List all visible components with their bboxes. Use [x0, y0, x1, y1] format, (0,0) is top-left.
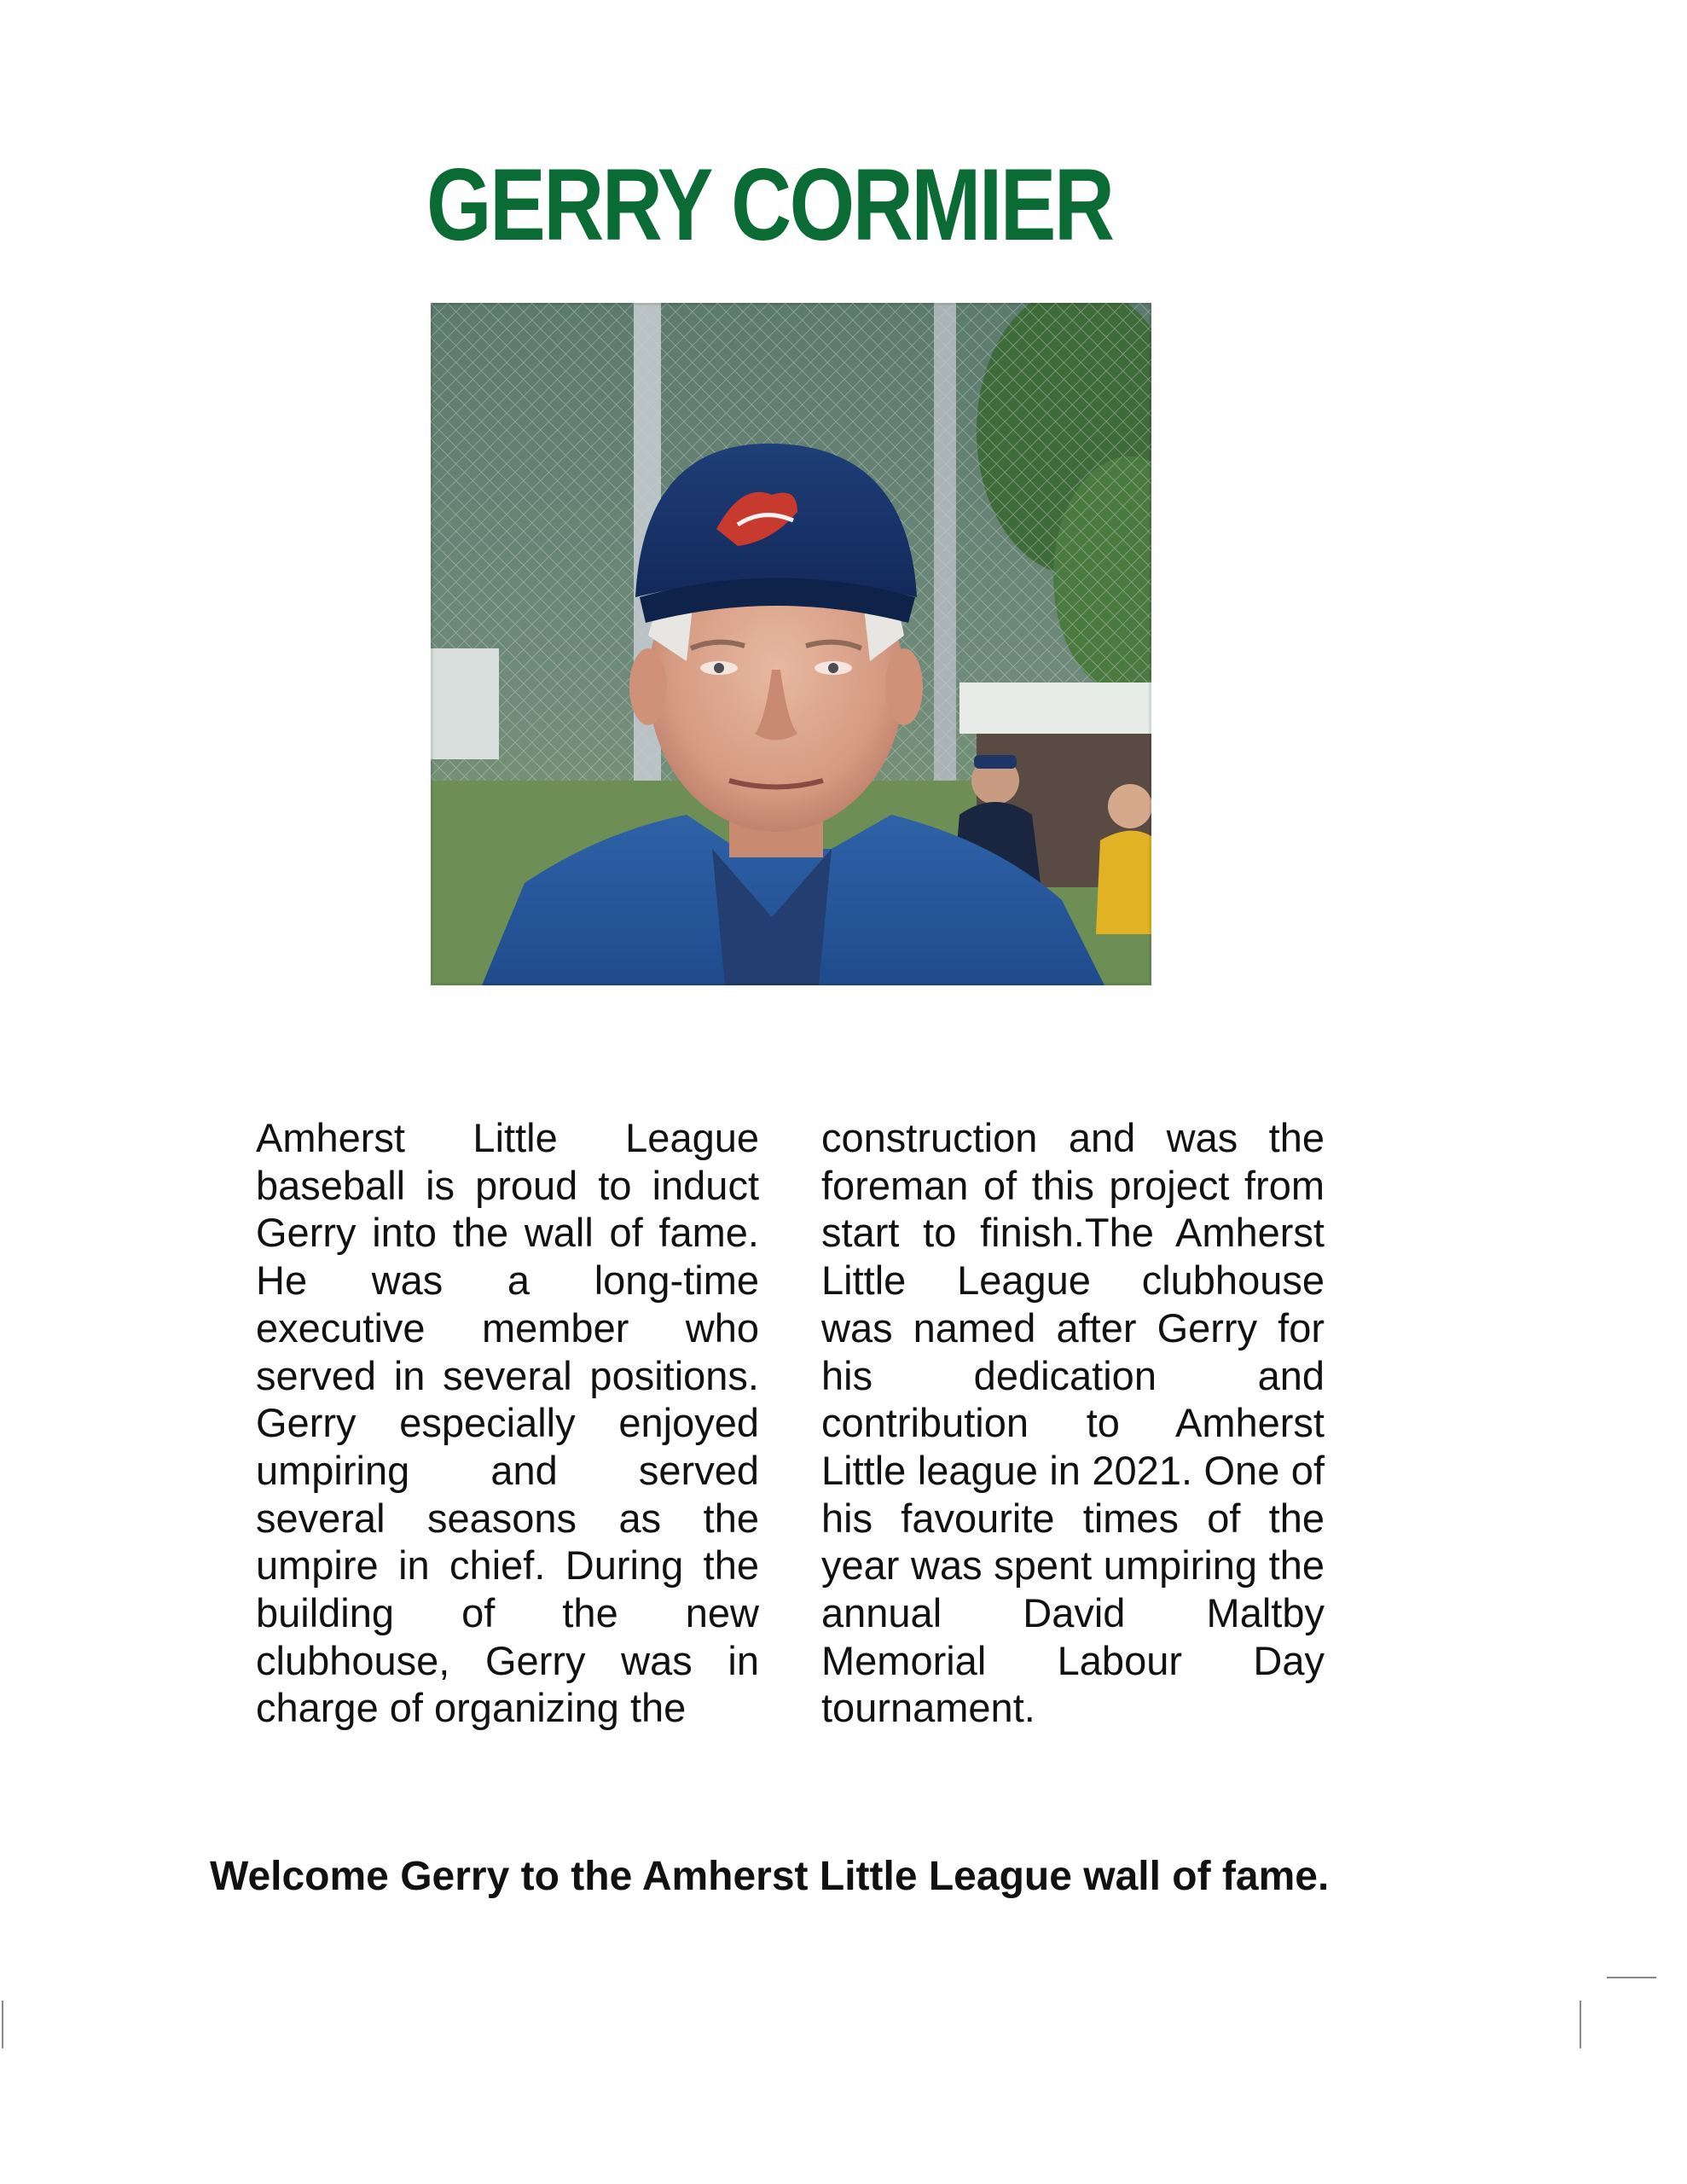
article-column-right: construction and was the foreman of this project from start to finish.The Amherst Little League clubhouse was named after Gerry for his dedication and contribution to Amherst Little league in 2021. One of his favourite times of the year was spent umpiring the annual David Maltby Memorial Labour Day tournament. [821, 1115, 1325, 1731]
crop-mark-left [2, 2001, 3, 2048]
crop-mark-right-horizontal [1607, 1977, 1656, 1978]
portrait-photo [431, 303, 1151, 985]
page-title: GERRY CORMIER [426, 148, 1113, 262]
article-column-left: Amherst Little League baseball is proud to induct Gerry into the wall of fame. He was a long-time executive member who served in several positions. Gerry especially enjoyed umpiring and served several seasons as the umpire in chief. During the building of the new clubhouse, Gerry was in charge of organizing the [256, 1115, 759, 1731]
closing-statement: Welcome Gerry to the Amherst Little League wall of fame. [210, 1854, 1330, 1899]
crop-mark-right-vertical [1580, 2001, 1581, 2048]
